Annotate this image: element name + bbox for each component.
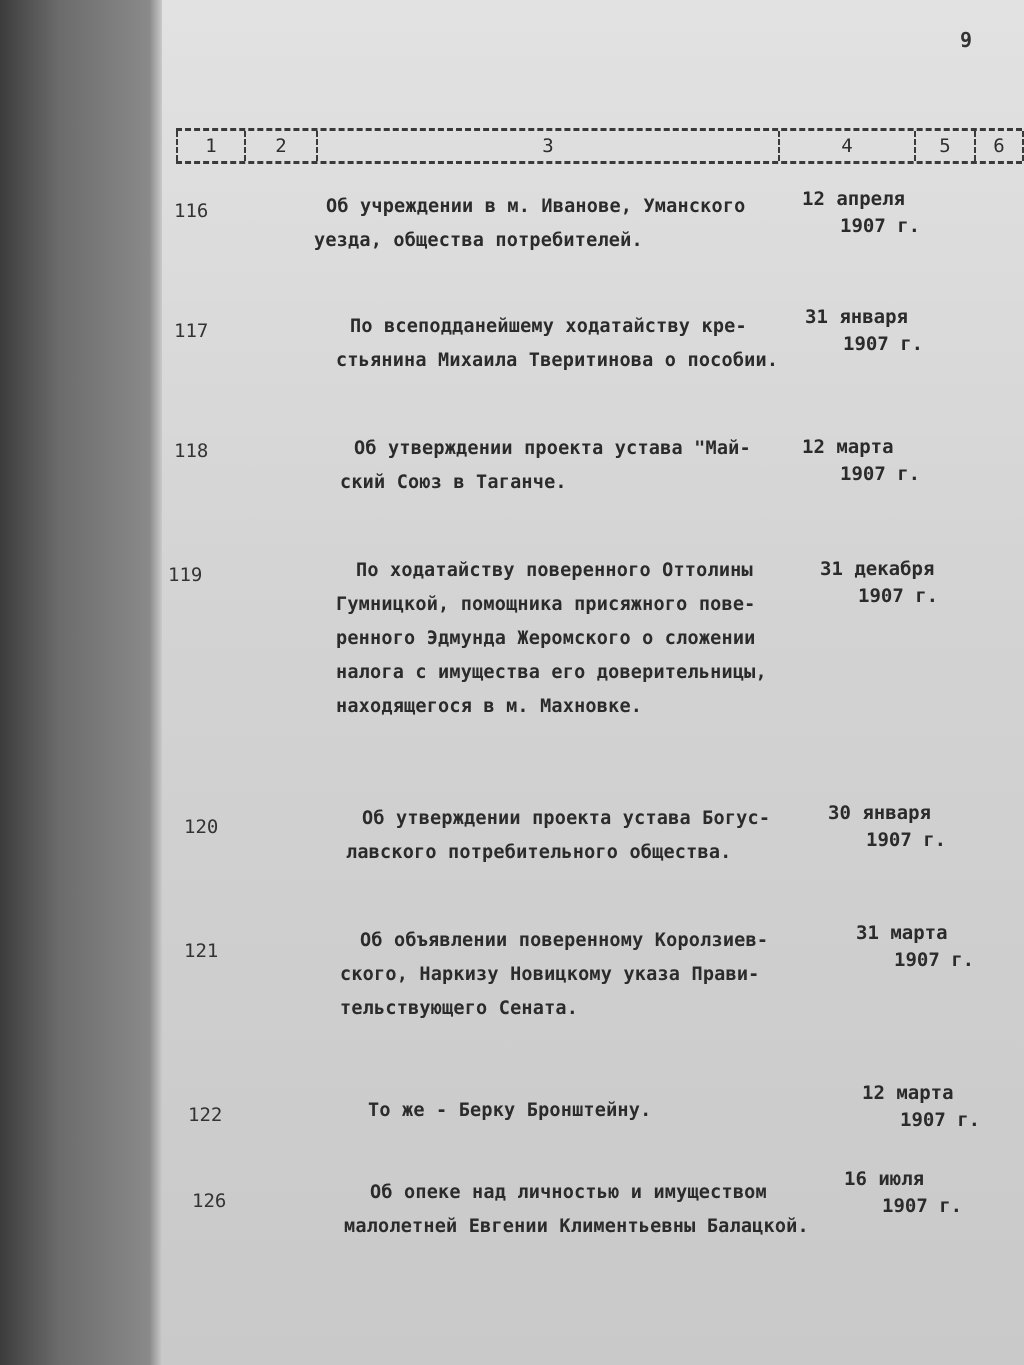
column-header-strip [176, 128, 1022, 164]
entry-line: ренного Эдмунда Жеромского о сложении [336, 628, 756, 649]
entry-line: По ходатайству поверенного Оттолины [356, 560, 753, 581]
entry-line: малолетней Евгении Климентьевны Балацкой. [344, 1216, 809, 1237]
entry-description [340, 432, 854, 500]
column-header-5: 5 [914, 131, 974, 161]
entry-date-day: 30 января [828, 802, 931, 824]
entry-date-day: 31 марта [856, 922, 948, 944]
entry-date-day: 31 января [805, 306, 908, 328]
page-number: 9 [960, 28, 973, 52]
entry-line: То же - Берку Бронштейну. [368, 1100, 652, 1121]
entry-line: Гумницкой, помощника присяжного пове- [336, 594, 756, 615]
entry-line: Об учреждении в м. Иванове, Уманского [326, 196, 746, 217]
entry-number: 118 [174, 440, 209, 462]
page-fold [150, 0, 162, 1365]
entry-number: 119 [168, 564, 203, 586]
entry-date-year: 1907 г. [882, 1195, 963, 1217]
entry-date [820, 556, 960, 610]
entry-line: стьянина Михаила Тверитинова о пособии. [336, 350, 779, 371]
entry-date-day: 31 декабря [820, 558, 935, 580]
entry-date [828, 800, 968, 854]
column-header-2: 2 [244, 131, 316, 161]
entry-number: 126 [192, 1190, 227, 1212]
entry-date-year: 1907 г. [843, 333, 924, 355]
entry-line: налога с имущества его доверительницы, [336, 662, 767, 683]
column-header-3: 3 [316, 131, 778, 161]
entry-date-day: 12 марта [862, 1082, 954, 1104]
entry-date [862, 1080, 1002, 1134]
entry-line: тельствующего Сената. [340, 998, 579, 1019]
entry-number: 117 [174, 320, 209, 342]
entry-number: 122 [188, 1104, 223, 1126]
binding-shadow [0, 0, 150, 1365]
column-header-1: 1 [176, 131, 244, 161]
entry-line: Об утверждении проекта устава "Май- [354, 438, 751, 459]
entry-number: 116 [174, 200, 209, 222]
entry-line: Об объявлении поверенному Королзиев- [360, 930, 769, 951]
entry-date-year: 1907 г. [840, 463, 921, 485]
entry-date [805, 304, 945, 358]
entry-date [856, 920, 996, 974]
entry-date-day: 12 марта [802, 436, 894, 458]
entry-description [336, 310, 850, 378]
entry-line: Об утверждении проекта устава Богус- [362, 808, 771, 829]
entry-date [844, 1166, 984, 1220]
entry-description [336, 554, 856, 724]
entry-line: По всеподданейшему ходатайству кре- [350, 316, 747, 337]
entry-line: уезда, общества потребителей. [314, 230, 643, 251]
column-header-6: 6 [974, 131, 1024, 161]
entry-description [344, 1176, 890, 1244]
entry-date-day: 12 апреля [802, 188, 905, 210]
entry-date-year: 1907 г. [858, 585, 939, 607]
entry-date-year: 1907 г. [894, 949, 975, 971]
entry-description [340, 924, 860, 1026]
entry-line: лавского потребительного общества. [346, 842, 732, 863]
entry-date-year: 1907 г. [866, 829, 947, 851]
entry-description [346, 802, 862, 870]
entry-date [802, 186, 942, 240]
entry-line: ский Союз в Таганче. [340, 472, 567, 493]
column-header-4: 4 [778, 131, 914, 161]
entry-number: 120 [184, 816, 219, 838]
entry-description [368, 1094, 868, 1128]
entry-date-year: 1907 г. [900, 1109, 981, 1131]
entry-date-day: 16 июля [844, 1168, 925, 1190]
entry-line: ского, Наркизу Новицкому указа Прави- [340, 964, 760, 985]
entry-number: 121 [184, 940, 219, 962]
entry-date-year: 1907 г. [840, 215, 921, 237]
entry-line: Об опеке над личностью и имуществом [370, 1182, 767, 1203]
entry-line: находящегося в м. Махновке. [336, 696, 643, 717]
entry-date [802, 434, 942, 488]
document-page [150, 0, 1024, 1365]
entry-description [314, 190, 826, 258]
